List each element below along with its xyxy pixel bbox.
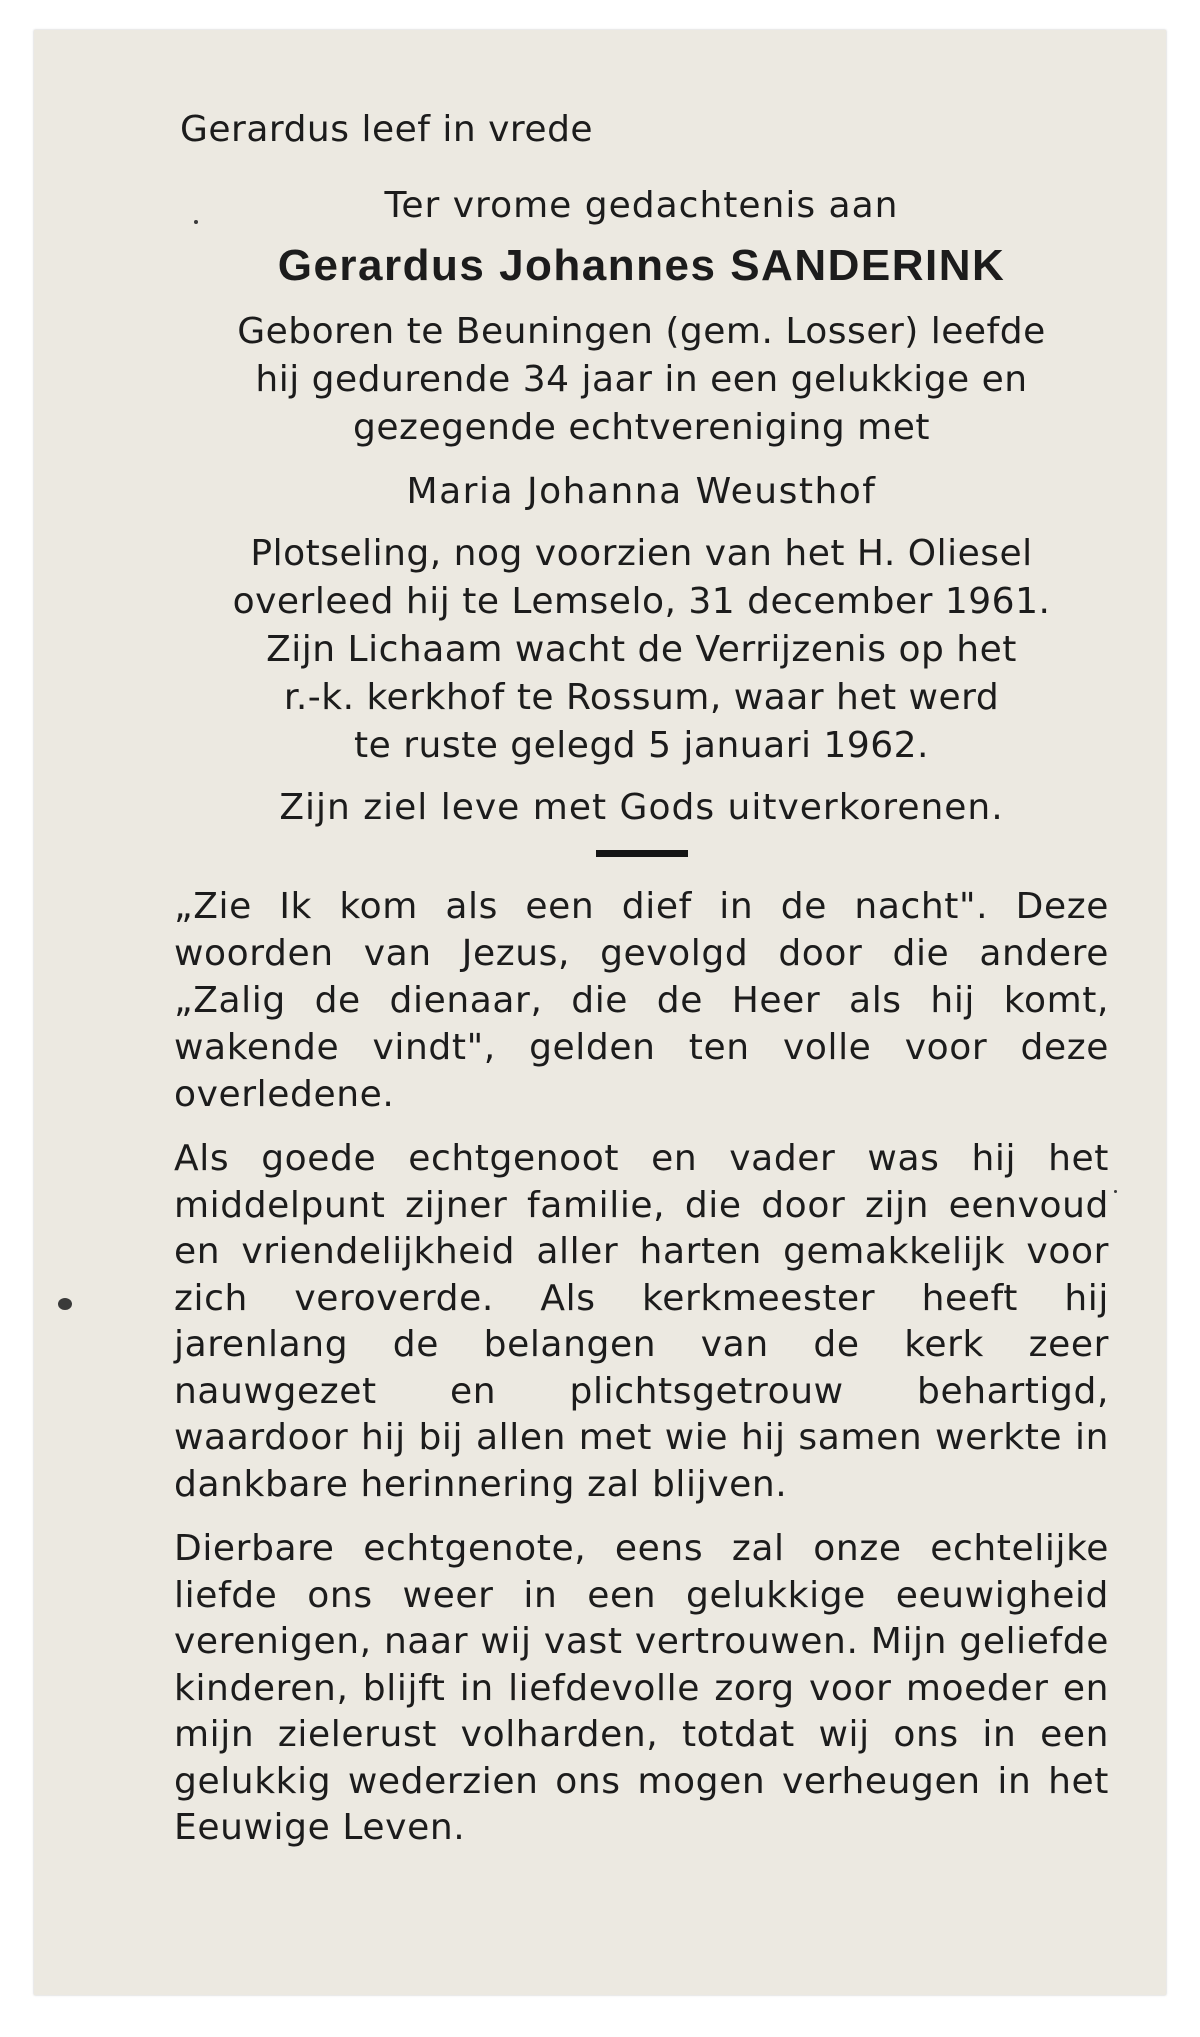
prayer-line: Zijn ziel leve met Gods uitverkorenen. <box>279 787 1004 828</box>
birth-block <box>174 308 1109 452</box>
intro-line: Ter vrome gedachtenis aan <box>384 185 899 226</box>
death-line: overleed hij te Lemselo, 31 december 1961. <box>232 581 1051 622</box>
death-line: Plotseling, nog voorzien van het H. Oliesel <box>250 533 1033 574</box>
death-block <box>174 530 1109 770</box>
paper-speck <box>58 1298 72 1310</box>
death-line: r.-k. kerkhof te Rossum, waar het werd <box>283 677 1000 718</box>
paragraph-character: Als goede echtgenoot en vader was hij het middelpunt zijner familie, die door zijn eenvoud en vriendelijkheid aller harten gemakkelijk voor zich veroverde. Als kerkmeester heeft hij jarenlang de belangen van de kerk zeer nauwgezet en plichtsgetrouw behartigd, waardoor hij bij allen met wie hij samen werkte in dankbare herinnering zal blijven. <box>174 1138 1109 1505</box>
spouse-name: Maria Johanna Weusthof <box>406 471 877 512</box>
memorial-card <box>34 30 1166 1995</box>
death-line: Zijn Lichaam wacht de Verrijzenis op het <box>266 629 1017 670</box>
birth-line: gezegende echtvereniging met <box>353 407 930 448</box>
paragraph-scripture: „Zie Ik kom als een dief in de nacht". Deze woorden van Jezus, gevolgd door die andere „Zalig de dienaar, die de Heer als hij komt, wakende vindt", gelden ten volle voor deze overledene. <box>174 886 1109 1115</box>
paper-speck <box>1114 1190 1117 1193</box>
birth-line: hij gedurende 34 jaar in een gelukkige en <box>255 359 1028 400</box>
motto: Gerardus leef in vrede <box>180 109 594 150</box>
birth-line: Geboren te Beuningen (gem. Losser) leefde <box>237 311 1046 352</box>
card-text <box>174 100 1109 1870</box>
death-line: te ruste gelegd 5 januari 1962. <box>354 725 929 766</box>
paragraph-farewell: Dierbare echtgenote, eens zal onze echtelijke liefde ons weer in een gelukkige eeuwigheid verenigen, naar wij vast vertrouwen. Mijn geliefde kinderen, blijft in liefdevolle zorg voor moeder en mijn zielerust volharden, totdat wij ons in een gelukkig wederzien ons mogen verheugen in het Eeuwige Leven. <box>174 1528 1109 1848</box>
divider-rule <box>596 850 688 857</box>
deceased-name: Gerardus Johannes SANDERINK <box>277 241 1006 290</box>
